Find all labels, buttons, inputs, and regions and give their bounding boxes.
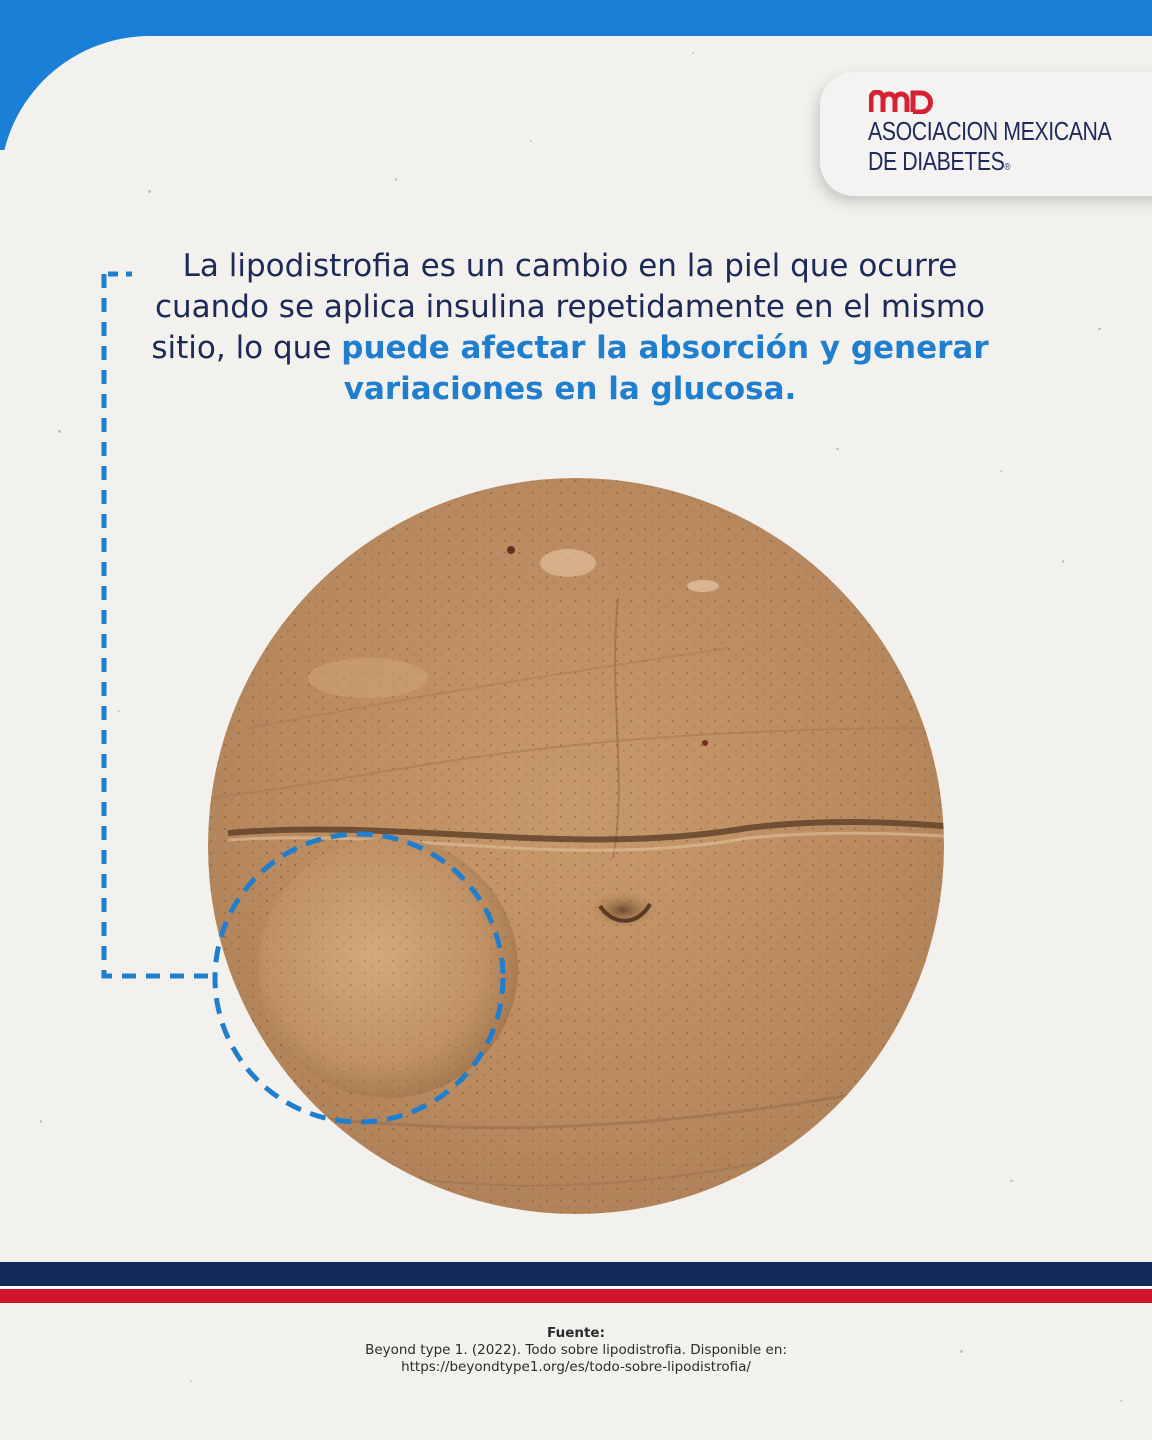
headline-highlight: puede afectar la absorción y generar variaciones en la glucosa. [341,330,989,407]
source-title: Fuente: [547,1325,605,1341]
registered-mark: ® [1004,162,1011,173]
logo-name-line2-text: DE DIABETES [868,146,1005,176]
source-line1: Beyond type 1. (2022). Todo sobre lipodistrofia. Disponible en: [365,1342,787,1358]
headline-text: La lipodistrofia es un cambio en la piel que ocurre cuando se aplica insulina repetidamente en el mismo sitio, lo que [151,248,986,366]
navy-stripe [0,1262,1152,1286]
source-url: https://beyondtype1.org/es/todo-sobre-lipodistrofia/ [401,1359,751,1375]
logo-name-line1: ASOCIACION MEXICANA [868,116,1112,146]
source-citation [276,1325,876,1376]
red-stripe [0,1289,1152,1303]
